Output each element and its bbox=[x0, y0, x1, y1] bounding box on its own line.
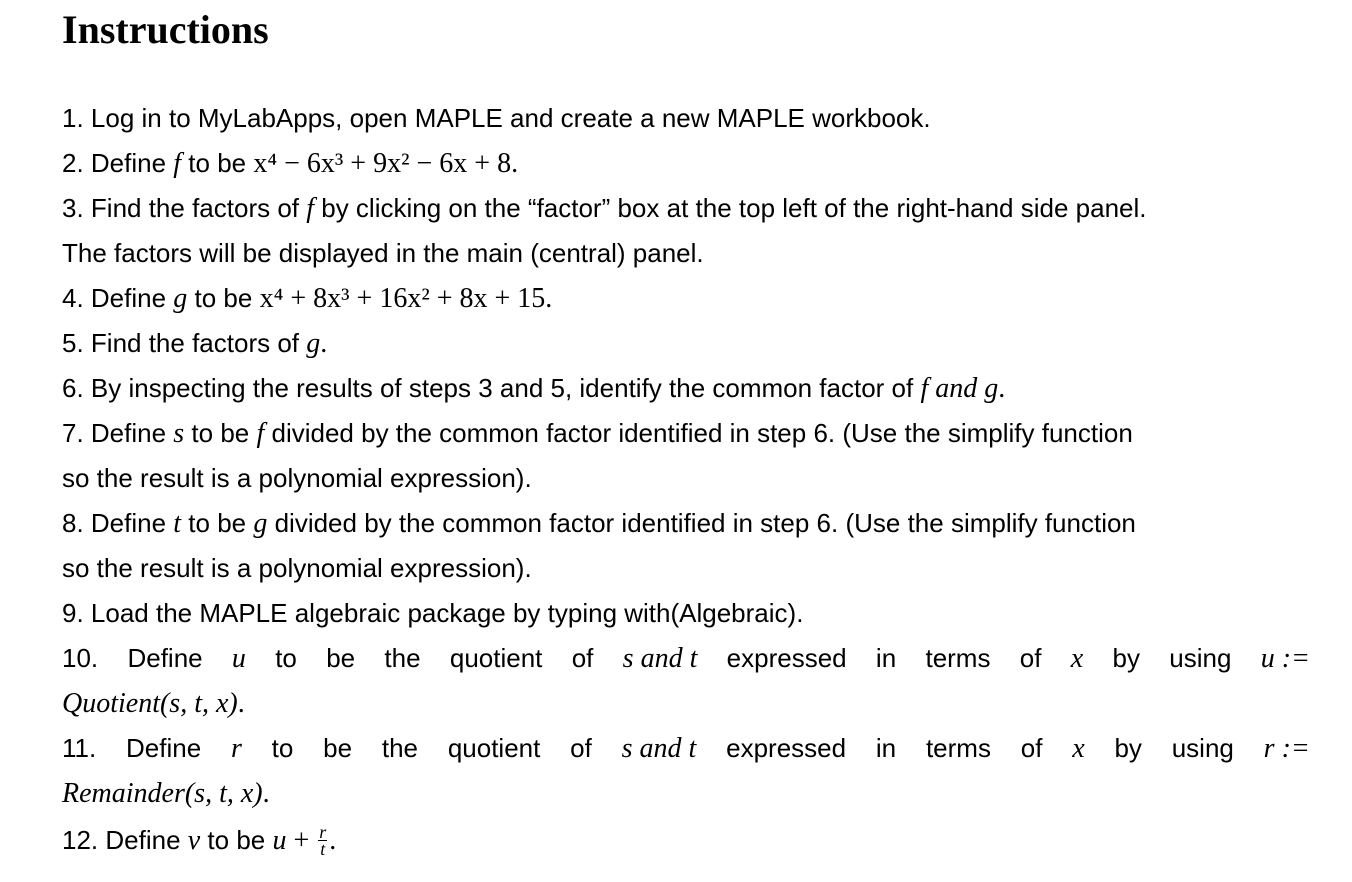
quotient-call: Quotient(s, t, x) bbox=[62, 688, 238, 719]
step-11: 11. Define r to be the quotient of s and t expressed in terms of x by using r := bbox=[62, 733, 1310, 764]
step-11-continued: Remainder(s, t, x). bbox=[62, 778, 270, 809]
step-9: 9. Load the MAPLE algebraic package by typing with(Algebraic). bbox=[62, 598, 804, 628]
step-7-continued: so the result is a polynomial expression). bbox=[62, 463, 532, 493]
step-1: 1. Log in to MyLabApps, open MAPLE and create a new MAPLE workbook. bbox=[62, 103, 931, 133]
step-12: 12. Define v to be u + $\frac{r}{t}$ . bbox=[62, 821, 337, 859]
step-4: 4. Define g to be x⁴ + 8x³ + 16x² + 8x + 15. bbox=[62, 283, 553, 314]
remainder-call: Remainder(s, t, x) bbox=[62, 778, 263, 809]
step-8-continued: so the result is a polynomial expression). bbox=[62, 553, 532, 583]
step-3: 3. Find the factors of f by clicking on the “factor” box at the top left of the right-hand side panel. bbox=[62, 193, 1147, 224]
step-10-continued: Quotient(s, t, x). bbox=[62, 688, 245, 719]
step-8: 8. Define t to be g divided by the common factor identified in step 6. (Use the simplify function bbox=[62, 508, 1136, 539]
polynomial-g: x⁴ + 8x³ + 16x² + 8x + 15 bbox=[259, 283, 546, 314]
step-7: 7. Define s to be f divided by the common factor identified in step 6. (Use the simplify function bbox=[62, 418, 1133, 449]
fraction-r-over-t: $\frac{r}{t}$ bbox=[319, 821, 327, 859]
step-5: 5. Find the factors of g. bbox=[62, 328, 328, 359]
step-6: 6. By inspecting the results of steps 3 and 5, identify the common factor of f and g. bbox=[62, 373, 1006, 404]
step-10: 10. Define u to be the quotient of s and t expressed in terms of x by using u := bbox=[62, 643, 1310, 674]
step-2: 2. Define f to be x⁴ − 6x³ + 9x² − 6x + 8. bbox=[62, 148, 519, 179]
page-title: Instructions bbox=[62, 7, 269, 52]
polynomial-f: x⁴ − 6x³ + 9x² − 6x + 8 bbox=[253, 148, 512, 179]
step-3-continued: The factors will be displayed in the main (central) panel. bbox=[62, 238, 704, 268]
